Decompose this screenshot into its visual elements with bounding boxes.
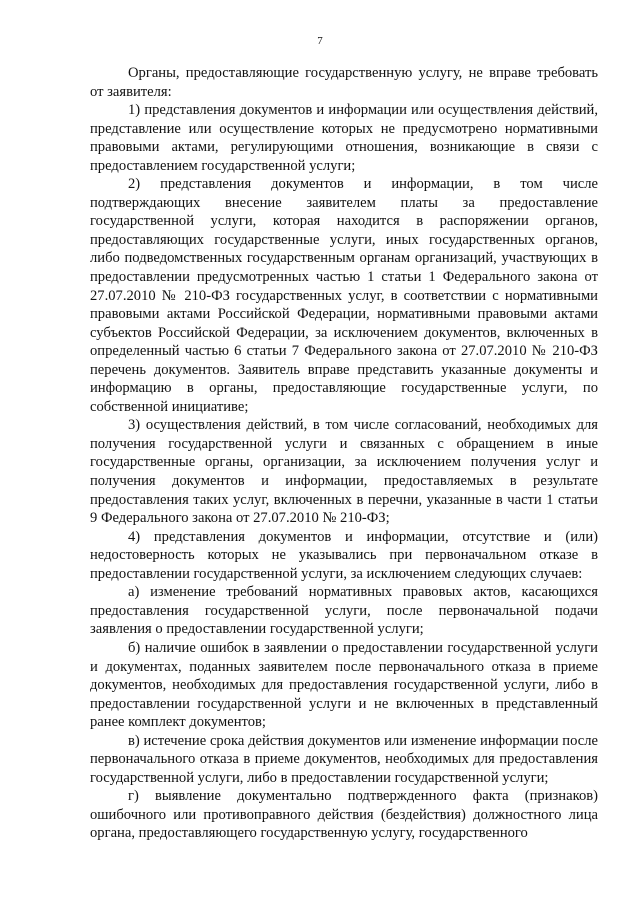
paragraph-item-3: 3) осуществления действий, в том числе согласований, необходимых для получения государственной услуги и связанных с обращением в иные государственные органы, организации, за исключением получения услуг и получения документов и информации, предоставляемых в результате предоставления таких услуг, включенных в перечни, указанные в части 1 статьи 9 Федерального закона от 27.07.2010 № 210-ФЗ; [90, 417, 598, 527]
body-text [90, 64, 598, 843]
paragraph-subitem-a: а) изменение требований нормативных правовых актов, касающихся предоставления государственной услуги, после первоначальной подачи заявления о предоставлении государственной услуги; [90, 584, 598, 638]
paragraph-item-2: 2) представления документов и информации, в том числе подтверждающих внесение заявителем платы за предоставление государственной услуги, которая находится в распоряжении органов, предоставляющих государственные услуги, иных государственных органов, либо подведомственных государственным органам организаций, участвующих в предоставлении предусмотренных частью 1 статьи 1 Федерального закона от 27.07.2010 № 210-ФЗ государственных услуг, в соответствии с нормативными правовыми актами Российской Федерации, нормативными правовыми актами субъектов Российской Федерации, за исключением документов, включенных в определенный частью 6 статьи 7 Федерального закона от 27.07.2010 № 210-ФЗ перечень документов. Заявитель вправе представить указанные документы и информацию в органы, предоставляющие государственные услуги, по собственной инициативе; [90, 176, 598, 415]
page-number: 7 [317, 35, 323, 47]
paragraph-item-4: 4) представления документов и информации, отсутствие и (или) недостоверность которых не указывались при первоначальном отказе в предоставлении государственной услуги, за исключением следующих случаев: [90, 528, 598, 582]
paragraph-subitem-g: г) выявление документально подтвержденного факта (признаков) ошибочного или противоправного действия (бездействия) должностного лица органа, предоставляющего государственную услугу, государственного [90, 788, 598, 842]
paragraph-subitem-b: б) наличие ошибок в заявлении о предоставлении государственной услуги и документах, поданных заявителем после первоначального отказа в приеме документов, необходимых для предоставления государственной услуги, либо в предоставлении государственной услуги и не включенных в представленный ранее комплект документов; [90, 639, 598, 731]
paragraph-item-1: 1) представления документов и информации или осуществления действий, представление или осуществление которых не предусмотрено нормативными правовыми актами, регулирующими отношения, возникающие в связи с предоставлением государственной услуги; [90, 102, 598, 174]
paragraph-intro: Органы, предоставляющие государственную услугу, не вправе требовать от заявителя: [90, 65, 598, 100]
paragraph-subitem-v: в) истечение срока действия документов или изменение информации после первоначального отказа в приеме документов, необходимых для предоставления государственной услуги, либо в предоставлении государственной услуги; [90, 732, 598, 786]
